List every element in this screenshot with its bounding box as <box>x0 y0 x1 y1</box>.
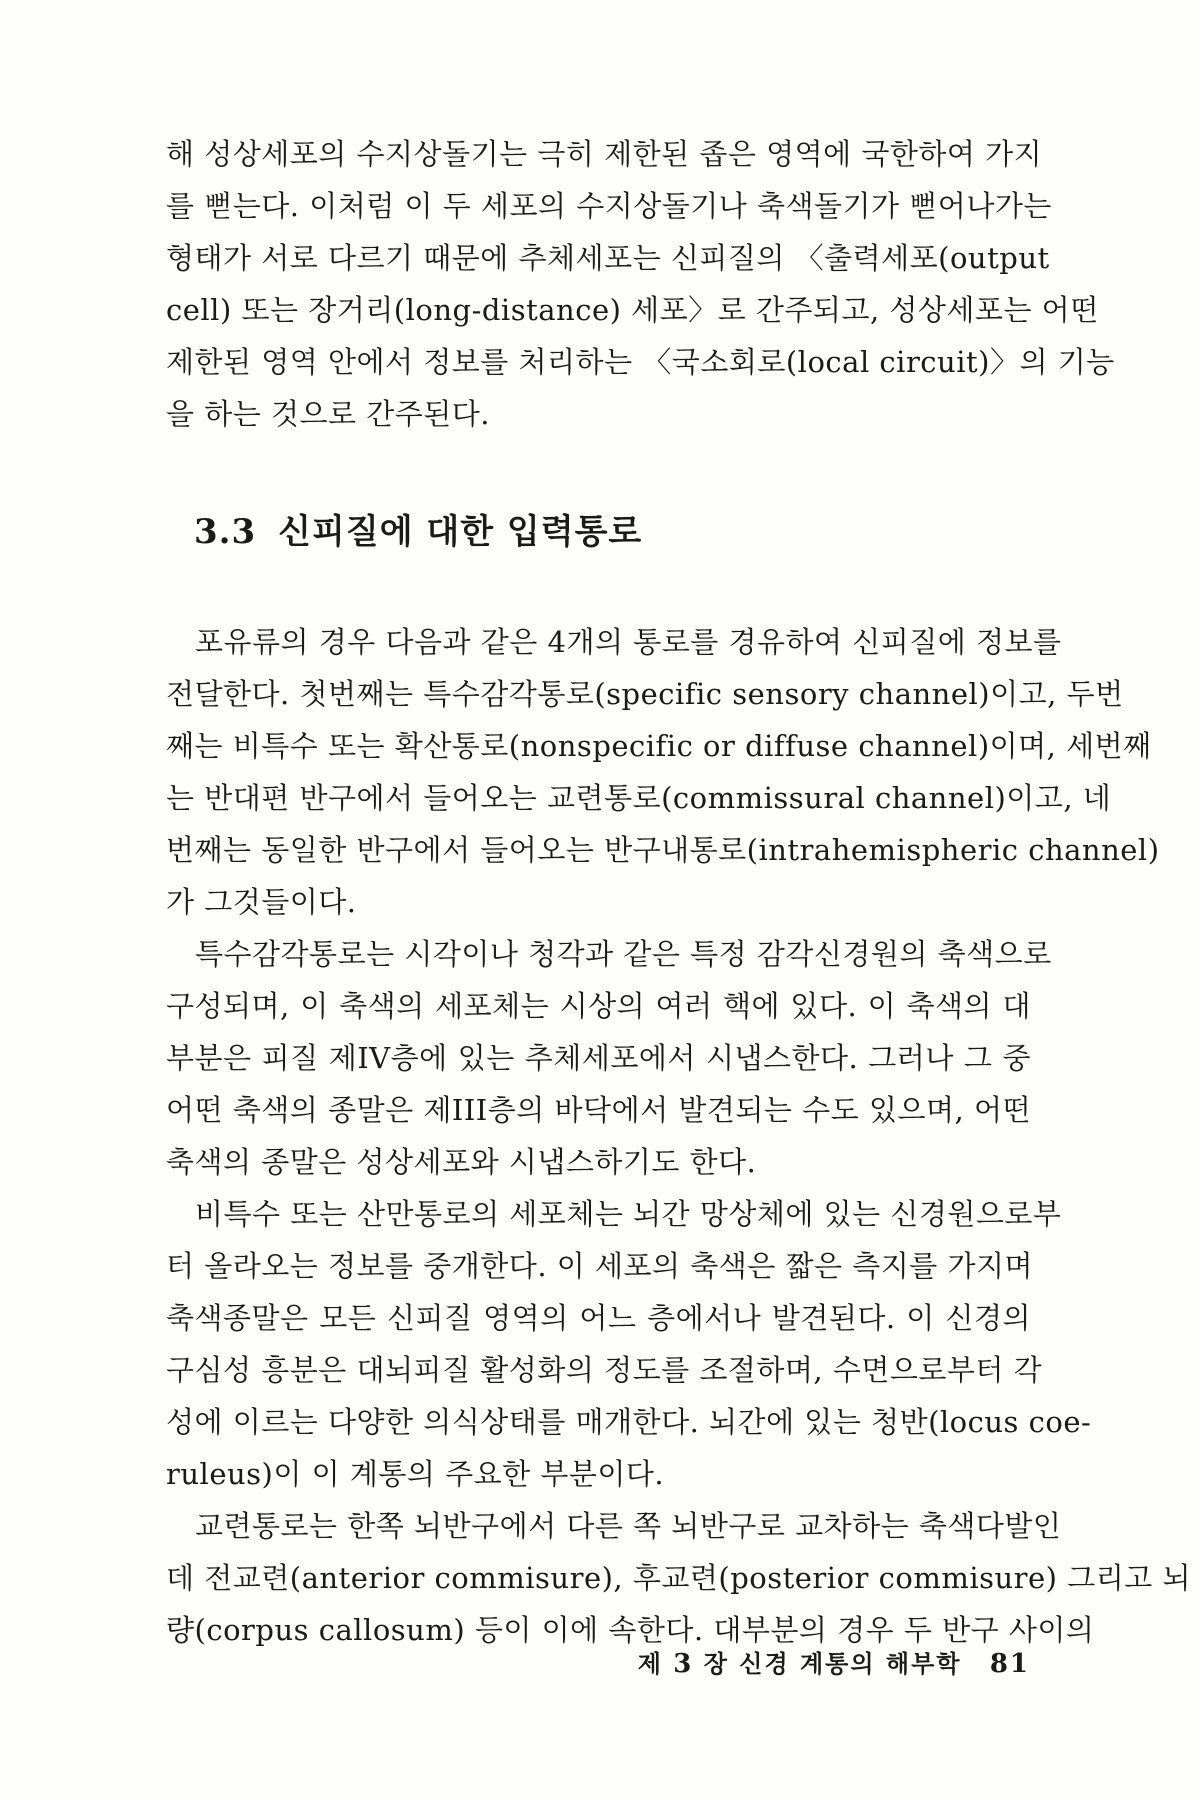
page-body <box>166 128 1191 1656</box>
text-line: 째는 비특수 또는 확산통로(nonspecific or diffuse channel)이며, 세번째 <box>166 729 1152 763</box>
text-line: 구성되며, 이 축색의 세포체는 시상의 여러 핵에 있다. 이 축색의 대 <box>166 989 1031 1023</box>
text-line: 포유류의 경우 다음과 같은 4개의 통로를 경유하여 신피질에 정보를 <box>195 625 1062 659</box>
text-line: 비특수 또는 산만통로의 세포체는 뇌간 망상체에 있는 신경원으로부 <box>195 1197 1062 1231</box>
text-line: 축색종말은 모든 신피질 영역의 어느 층에서나 발견된다. 이 신경의 <box>166 1301 1031 1335</box>
text-line: 제한된 영역 안에서 정보를 처리하는 〈국소회로(local circuit)〉의 기능 <box>166 345 1115 379</box>
paragraph-specific-channel <box>166 928 1052 1188</box>
text-line: 부분은 피질 제IV층에 있는 추체세포에서 시냅스한다. 그러나 그 중 <box>166 1041 1031 1075</box>
text-line: 형태가 서로 다르기 때문에 추체세포는 신피질의 〈출력세포(output <box>166 241 1050 275</box>
text-line: 는 반대편 반구에서 들어오는 교련통로(commissural channel)이고, 네 <box>166 781 1112 815</box>
text-line: 축색의 종말은 성상세포와 시냅스하기도 한다. <box>166 1145 757 1179</box>
paragraph-nonspecific-channel <box>166 1188 1092 1500</box>
text-line: 해 성상세포의 수지상돌기는 극히 제한된 좁은 영역에 국한하여 가지 <box>166 137 1043 171</box>
text-line: 구심성 흥분은 대뇌피질 활성화의 정도를 조절하며, 수면으로부터 각 <box>166 1353 1043 1387</box>
text-line: ruleus)이 이 계통의 주요한 부분이다. <box>166 1457 665 1491</box>
text-line: 전달한다. 첫번째는 특수감각통로(specific sensory channel)이고, 두번 <box>166 677 1124 711</box>
text-line: 량(corpus callosum) 등이 이에 속한다. 대부분의 경우 두 반구 사이의 <box>166 1613 1095 1647</box>
text-line: 을 하는 것으로 간주된다. <box>166 397 491 431</box>
chapter-number: 3 <box>673 1649 694 1679</box>
page-number: 81 <box>989 1649 1030 1679</box>
text-line: 성에 이르는 다양한 의식상태를 매개한다. 뇌간에 있는 청반(locus coe- <box>166 1405 1092 1439</box>
chapter-title: 신경 계통의 해부학 <box>739 1649 962 1678</box>
text-line: 특수감각통로는 시각이나 청각과 같은 특정 감각신경원의 축색으로 <box>195 937 1052 971</box>
text-line: 번째는 동일한 반구에서 들어오는 반구내통로(intrahemispheric channel) <box>166 833 1160 867</box>
paragraph-input-pathways <box>166 616 1160 928</box>
intro-paragraph <box>166 128 1115 440</box>
section-title: 신피질에 대한 입력통로 <box>278 512 643 552</box>
text-line: 가 그것들이다. <box>166 885 357 919</box>
chapter-suffix: 장 <box>703 1649 729 1678</box>
text-line: 데 전교련(anterior commisure), 후교련(posterior commisure) 그리고 뇌 <box>166 1561 1191 1595</box>
text-line: 터 올라오는 정보를 중개한다. 이 세포의 축색은 짧은 측지를 가지며 <box>166 1249 1034 1283</box>
section-heading <box>194 510 1031 554</box>
text-line: 를 뻗는다. 이처럼 이 두 세포의 수지상돌기나 축색돌기가 뻗어나가는 <box>166 189 1052 223</box>
paragraph-commissural-channel <box>166 1500 1191 1656</box>
section-number: 3.3 <box>194 512 257 552</box>
text-line: cell) 또는 장거리(long-distance) 세포〉로 간주되고, 성상세포는 어떤 <box>166 293 1099 327</box>
chapter-prefix: 제 <box>637 1649 663 1678</box>
page-footer <box>630 1644 1030 1679</box>
text-line: 교련통로는 한쪽 뇌반구에서 다른 쪽 뇌반구로 교차하는 축색다발인 <box>195 1509 1062 1543</box>
text-line: 어떤 축색의 종말은 제III층의 바닥에서 발견되는 수도 있으며, 어떤 <box>166 1093 1031 1127</box>
